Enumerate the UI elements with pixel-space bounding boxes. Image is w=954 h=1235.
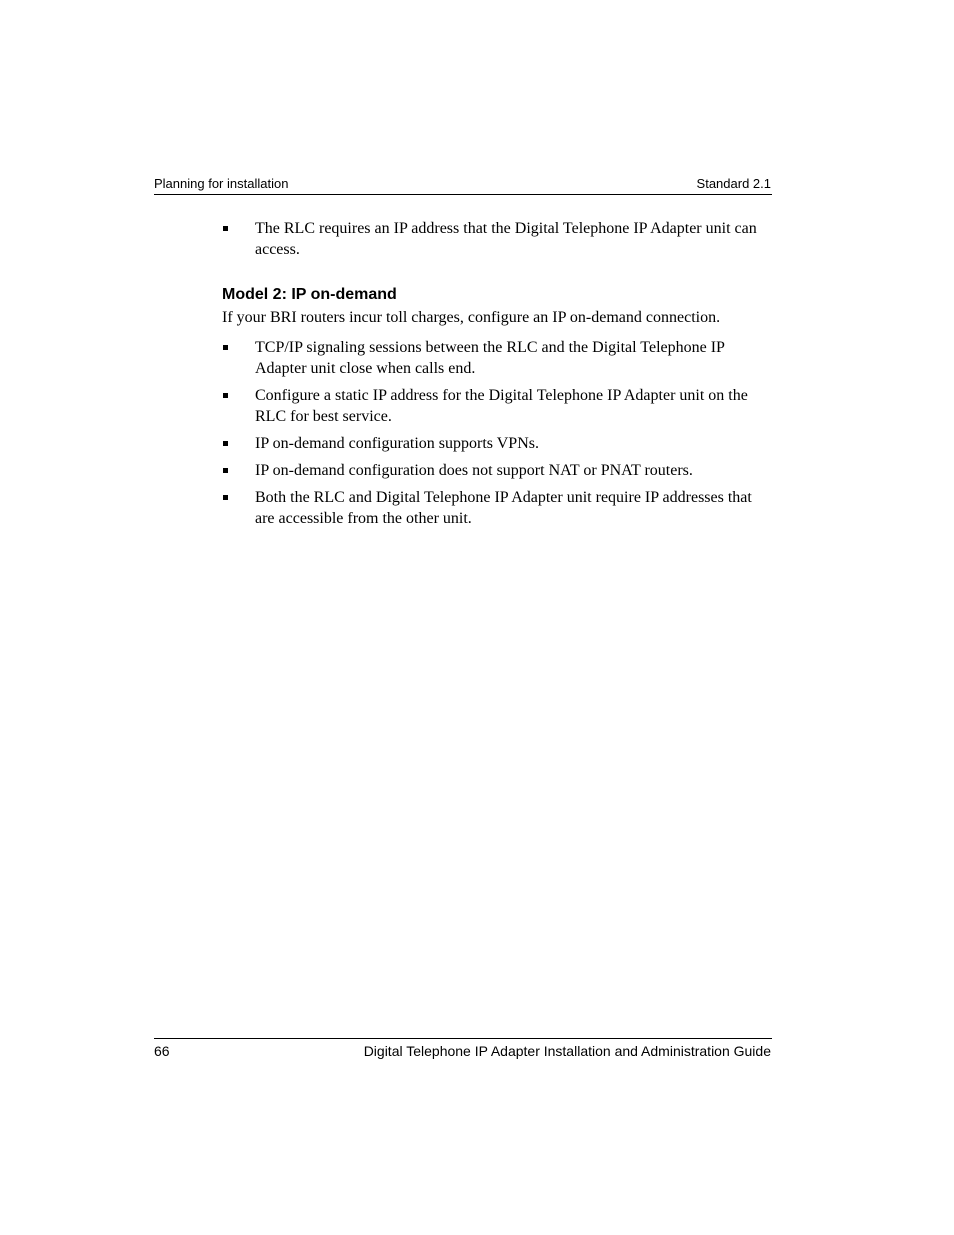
bullet-text: Configure a static IP address for the Digital Telephone IP Adapter unit on the RLC for best service. bbox=[255, 387, 748, 425]
bullet-text: Both the RLC and Digital Telephone IP Adapter unit require IP addresses that are accessible from the other unit. bbox=[255, 489, 752, 527]
bullet-square-icon bbox=[223, 345, 228, 350]
bullet-square-icon bbox=[223, 468, 228, 473]
bullet-item bbox=[222, 487, 774, 529]
bullet-text: IP on-demand configuration supports VPNs. bbox=[255, 435, 539, 452]
bullet-text: TCP/IP signaling sessions between the RLC and the Digital Telephone IP Adapter unit close when calls end. bbox=[255, 339, 725, 377]
page-number: 66 bbox=[154, 1043, 170, 1059]
bullet-square-icon bbox=[223, 393, 228, 398]
bullet-item bbox=[222, 433, 774, 454]
page-footer bbox=[154, 1038, 772, 1059]
section-heading: Model 2: IP on-demand bbox=[222, 286, 397, 303]
header-version: Standard 2.1 bbox=[696, 176, 771, 191]
bullet-square-icon bbox=[223, 226, 228, 231]
bullet-item bbox=[222, 385, 774, 427]
bullet-text: IP on-demand configuration does not support NAT or PNAT routers. bbox=[255, 462, 693, 479]
bullet-item bbox=[222, 460, 774, 481]
page-content bbox=[222, 218, 774, 535]
page-header bbox=[154, 174, 772, 195]
header-section-title: Planning for installation bbox=[154, 176, 289, 191]
bullet-text: The RLC requires an IP address that the Digital Telephone IP Adapter unit can access. bbox=[255, 220, 757, 258]
footer-doc-title: Digital Telephone IP Adapter Installation and Administration Guide bbox=[363, 1043, 771, 1059]
bullet-square-icon bbox=[223, 495, 228, 500]
bullet-square-icon bbox=[223, 441, 228, 446]
bullet-item bbox=[222, 337, 774, 379]
bullet-item bbox=[222, 218, 774, 260]
section-intro: If your BRI routers incur toll charges, configure an IP on-demand connection. bbox=[222, 309, 721, 326]
